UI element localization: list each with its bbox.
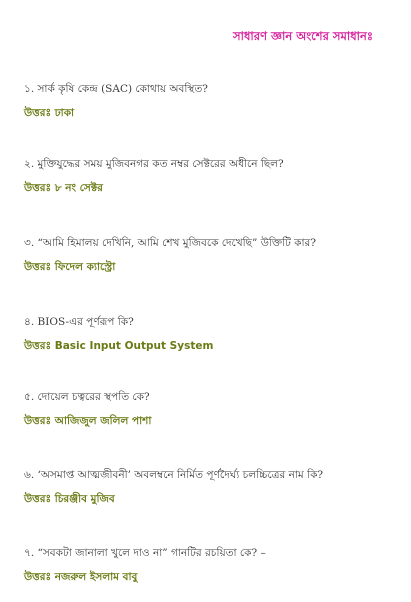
answer-label: উত্তরঃ	[24, 571, 52, 583]
answer-2	[24, 181, 396, 195]
question-5: ৫. দোয়েল চত্বরের স্থপতি কে?	[24, 391, 150, 403]
qa-item-5	[24, 390, 396, 428]
answer-label: উত্তরঃ	[24, 340, 52, 352]
answer-value: ৮ নং সেক্টর	[54, 182, 103, 194]
question-6: ৬. ‘অসমাপ্ত আত্মজীবনী’ অবলম্বনে নির্মিত পূর্ণদৈর্ঘ্য চলচ্চিত্রের নাম কি?	[24, 469, 324, 481]
answer-label: উত্তরঃ	[24, 107, 52, 119]
answer-label: উত্তরঃ	[24, 493, 52, 505]
qa-item-6	[24, 468, 396, 506]
answer-value: ঢাকা	[54, 107, 75, 119]
qa-item-3	[24, 236, 396, 274]
question-3: ৩. “আমি হিমালয় দেখিনি, আমি শেখ মুজিবকে দেখেছি” উক্তিটি কার?	[24, 237, 316, 249]
answer-label: উত্তরঃ	[24, 261, 52, 273]
answer-4	[24, 339, 396, 353]
answer-7	[24, 570, 396, 584]
answer-5	[24, 414, 396, 428]
question-2: ২. মুক্তিযুদ্ধের সময় মুজিবনগর কত নম্বর সেক্টরের অধীনে ছিল?	[24, 158, 284, 170]
answer-value: নজরুল ইসলাম বাবু	[54, 571, 138, 583]
answer-3	[24, 260, 396, 274]
answer-value: আজিজুল জলিল পাশা	[54, 415, 152, 427]
answer-1	[24, 106, 396, 120]
section-title: সাধারণ জ্ঞান অংশের সমাধানঃ	[233, 29, 373, 43]
question-4: ৪. BIOS-এর পূর্ণরূপ কি?	[24, 316, 134, 328]
qa-item-1	[24, 82, 396, 120]
answer-label: উত্তরঃ	[24, 182, 52, 194]
qa-item-7	[24, 546, 396, 584]
answer-6	[24, 492, 396, 506]
question-1: ১. সার্ক কৃষি কেন্দ্র (SAC) কোথায় অবস্থিত?	[24, 83, 208, 95]
qa-item-2	[24, 157, 396, 195]
question-7: ৭. “সবকটা জানালা খুলে দাও না” গানটির রচয়িতা কে? –	[24, 547, 266, 559]
answer-label: উত্তরঃ	[24, 415, 52, 427]
answer-value: চিরঞ্জীব মুজিব	[54, 493, 115, 505]
qa-item-4	[24, 315, 396, 353]
answer-value: Basic Input Output System	[54, 340, 214, 352]
answer-value: ফিদেল ক্যাস্ট্রো	[54, 261, 116, 273]
